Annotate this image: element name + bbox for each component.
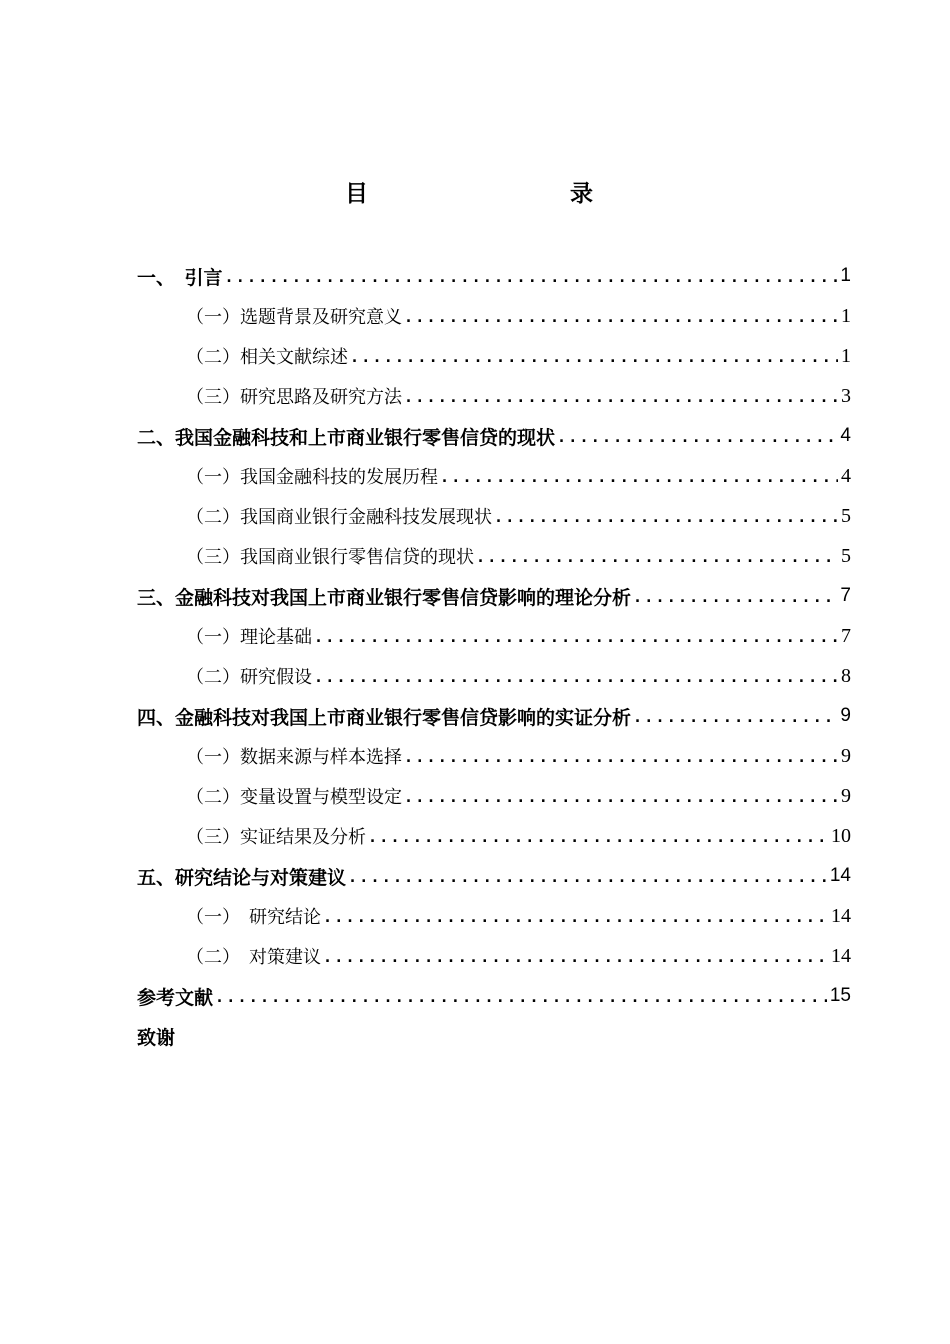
dot-leader xyxy=(404,308,838,326)
toc-entry-label: 五、研究结论与对策建议 xyxy=(137,866,347,889)
toc-entry-empirical-analysis[interactable] xyxy=(137,696,851,736)
toc-entry-page: 3 xyxy=(841,384,851,407)
dot-leader xyxy=(323,948,828,966)
toc-entry-label: （一）我国金融科技的发展历程 xyxy=(186,467,438,488)
toc-entry-label: 一、 引言 xyxy=(137,266,223,289)
dot-leader xyxy=(215,988,827,1006)
toc-entry-variables-model[interactable] xyxy=(186,776,851,816)
toc-entry-page: 1 xyxy=(840,265,851,286)
toc-entry-research-conclusions[interactable] xyxy=(186,896,851,936)
toc-entry-label: 致谢 xyxy=(137,1026,176,1049)
dot-leader xyxy=(350,348,838,366)
toc-entry-label: （二）研究假设 xyxy=(186,667,312,688)
dot-leader xyxy=(348,868,827,886)
toc-entry-background[interactable] xyxy=(186,296,851,336)
toc-entry-page: 5 xyxy=(841,544,851,567)
table-of-contents xyxy=(0,256,950,1056)
dot-leader xyxy=(404,388,838,406)
toc-entry-label: （三）研究思路及研究方法 xyxy=(186,387,402,408)
toc-entry-theory-basis[interactable] xyxy=(186,616,851,656)
toc-entry-label: 二、我国金融科技和上市商业银行零售信贷的现状 xyxy=(137,426,556,449)
toc-entry-page: 14 xyxy=(829,865,851,886)
toc-entry-page: 4 xyxy=(840,425,851,446)
dot-leader xyxy=(323,908,828,926)
toc-entry-page: 5 xyxy=(841,504,851,527)
toc-entry-empirical-results[interactable] xyxy=(186,816,851,856)
toc-entry-hypotheses[interactable] xyxy=(186,656,851,696)
dot-leader xyxy=(225,268,838,286)
toc-entry-literature-review[interactable] xyxy=(186,336,851,376)
toc-entry-label: （二）变量设置与模型设定 xyxy=(186,787,402,808)
toc-entry-current-status[interactable] xyxy=(137,416,851,456)
toc-entry-bank-fintech-status[interactable] xyxy=(186,496,851,536)
dot-leader xyxy=(633,588,837,606)
toc-entry-label: （一）数据来源与样本选择 xyxy=(186,747,402,768)
toc-entry-research-methods[interactable] xyxy=(186,376,851,416)
toc-entry-page: 15 xyxy=(829,985,851,1006)
toc-entry-label: 三、金融科技对我国上市商业银行零售信贷影响的理论分析 xyxy=(137,586,632,609)
toc-entry-page: 14 xyxy=(831,944,851,967)
dot-leader xyxy=(404,748,838,766)
dot-leader xyxy=(494,508,838,526)
toc-entry-introduction[interactable] xyxy=(137,256,851,296)
toc-entry-label: 参考文献 xyxy=(137,986,214,1009)
dot-leader xyxy=(633,708,837,726)
toc-entry-page: 8 xyxy=(841,664,851,687)
toc-entry-page: 7 xyxy=(841,624,851,647)
toc-entry-fintech-history[interactable] xyxy=(186,456,851,496)
toc-entry-acknowledgements[interactable] xyxy=(137,1016,851,1056)
toc-entry-page: 1 xyxy=(841,304,851,327)
toc-entry-page: 7 xyxy=(840,585,851,606)
toc-entry-page: 1 xyxy=(841,344,851,367)
toc-entry-label: （一）选题背景及研究意义 xyxy=(186,307,402,328)
dot-leader xyxy=(440,468,838,486)
toc-entry-label: （二）相关文献综述 xyxy=(186,347,348,368)
toc-entry-page: 10 xyxy=(831,824,851,847)
toc-entry-data-sources[interactable] xyxy=(186,736,851,776)
dot-leader xyxy=(404,788,838,806)
toc-entry-policy-suggestions[interactable] xyxy=(186,936,851,976)
toc-entry-page: 9 xyxy=(841,744,851,767)
toc-entry-label: （二）我国商业银行金融科技发展现状 xyxy=(186,507,492,528)
dot-leader xyxy=(476,548,838,566)
dot-leader xyxy=(314,668,838,686)
dot-leader xyxy=(368,828,828,846)
toc-entry-label: （二） 对策建议 xyxy=(186,947,321,968)
toc-entry-label: （三）实证结果及分析 xyxy=(186,827,366,848)
toc-entry-conclusions[interactable] xyxy=(137,856,851,896)
toc-entry-retail-credit-status[interactable] xyxy=(186,536,851,576)
dot-leader xyxy=(557,428,837,446)
toc-entry-references[interactable] xyxy=(137,976,851,1016)
toc-entry-label: （一）理论基础 xyxy=(186,627,312,648)
toc-entry-page: 9 xyxy=(841,784,851,807)
toc-entry-page: 9 xyxy=(840,705,851,726)
dot-leader xyxy=(314,628,838,646)
toc-entry-label: （三）我国商业银行零售信贷的现状 xyxy=(186,547,474,568)
page-title: 目 录 xyxy=(345,181,645,207)
toc-entry-label: （一） 研究结论 xyxy=(186,907,321,928)
toc-entry-page: 4 xyxy=(841,464,851,487)
toc-entry-theoretical-analysis[interactable] xyxy=(137,576,851,616)
toc-entry-page: 14 xyxy=(831,904,851,927)
toc-entry-label: 四、金融科技对我国上市商业银行零售信贷影响的实证分析 xyxy=(137,706,632,729)
